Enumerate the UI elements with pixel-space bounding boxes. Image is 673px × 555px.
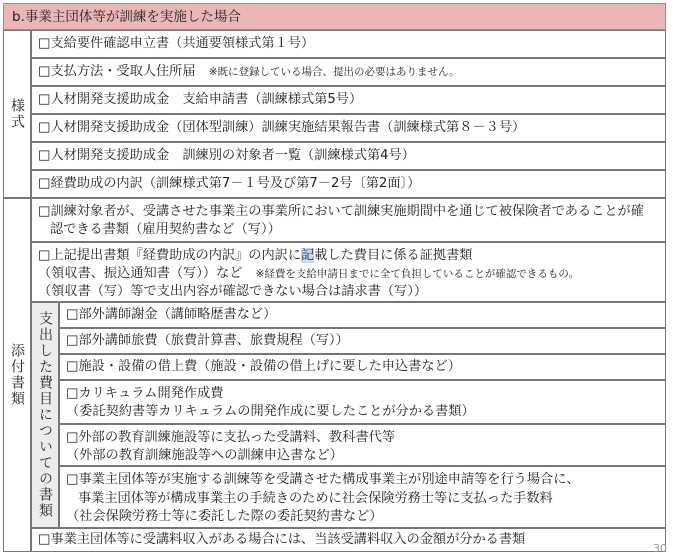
format-item-5: □人材開発支援助成金 訓練別の対象者一覧（訓練様式第4号）	[31, 142, 666, 170]
format-category-label: 様式	[9, 98, 25, 130]
format-item-2: □支払方法・受取人住所届 ※既に登録している場合、提出の必要はありません。	[31, 58, 666, 86]
expense-item-6: □事業主団体等が実施する訓練等を受講させた構成事業主が別途申請等を行う場合に、 事業主団体等が構成事業主の手続きのために社会保険労務士等に支払った手数料 （社会保険労務士等に委託した際の委託契約書など）	[59, 466, 666, 528]
highlighted-char: 記	[301, 248, 315, 263]
page-number: 30	[653, 542, 667, 555]
format-category	[3, 30, 31, 198]
attach-item-2: □上記提出書類『経費助成の内訳』の内訳に記載した費目に係る証拠書類 （領収書、振込通知書（写））など ※経費を支給申請日までに全て負担していることが確認できるもの。 （領収書（写）等で支出内容が確認できない場合は請求書（写））	[31, 242, 666, 302]
expense-item-2: □部外講師旅費（旅費計算書、旅費規程（写））	[59, 328, 666, 354]
format-item-6: □経費助成の内訳（訓練様式第7－１号及び第7－2号〔第2面〕）	[31, 170, 666, 198]
section-header: b.事業主団体等が訓練を実施した場合	[3, 3, 666, 30]
expense-item-4: □カリキュラム開発作成費 （委託契約書等カリキュラムの開発作成に要したことが分かる書類）	[59, 380, 666, 424]
attachments-category-label: 添付書類	[9, 343, 25, 407]
format-item-1: □支給要件確認申立書（共通要領様式第１号）	[31, 30, 666, 58]
expense-subcategory	[31, 302, 59, 528]
attach-item-2-note: ※経費を支給申請日までに全て負担していることが確認できるもの。	[255, 267, 579, 280]
attach-item-last: □事業主団体等に受講料収入がある場合には、当該受講料収入の金額が分かる書類	[31, 528, 666, 552]
expense-item-1: □部外講師謝金（講師略歴書など）	[59, 302, 666, 328]
format-item-4: □人材開発支援助成金（団体型訓練）訓練実施結果報告書（訓練様式第８－３号）	[31, 114, 666, 142]
expense-item-5: □外部の教育訓練施設等に支払った受講料、教科書代等 （外部の教育訓練施設等への訓練申込書など）	[59, 424, 666, 466]
attach-item-1: □訓練対象者が、受講させた事業主の事業所において訓練実施期間中を通じて被保険者であることが確 認できる書類（雇用契約書など（写））	[31, 198, 666, 242]
expense-subcategory-label: 支出した費目についての書類	[37, 311, 53, 519]
attachments-category	[3, 198, 31, 552]
format-item-2-note: ※既に登録している場合、提出の必要はありません。	[208, 66, 460, 78]
expense-item-3: □施設・設備の借上費（施設・設備の借上げに要した申込書など）	[59, 354, 666, 380]
format-item-3: □人材開発支援助成金 支給申請書（訓練様式第5号）	[31, 86, 666, 114]
